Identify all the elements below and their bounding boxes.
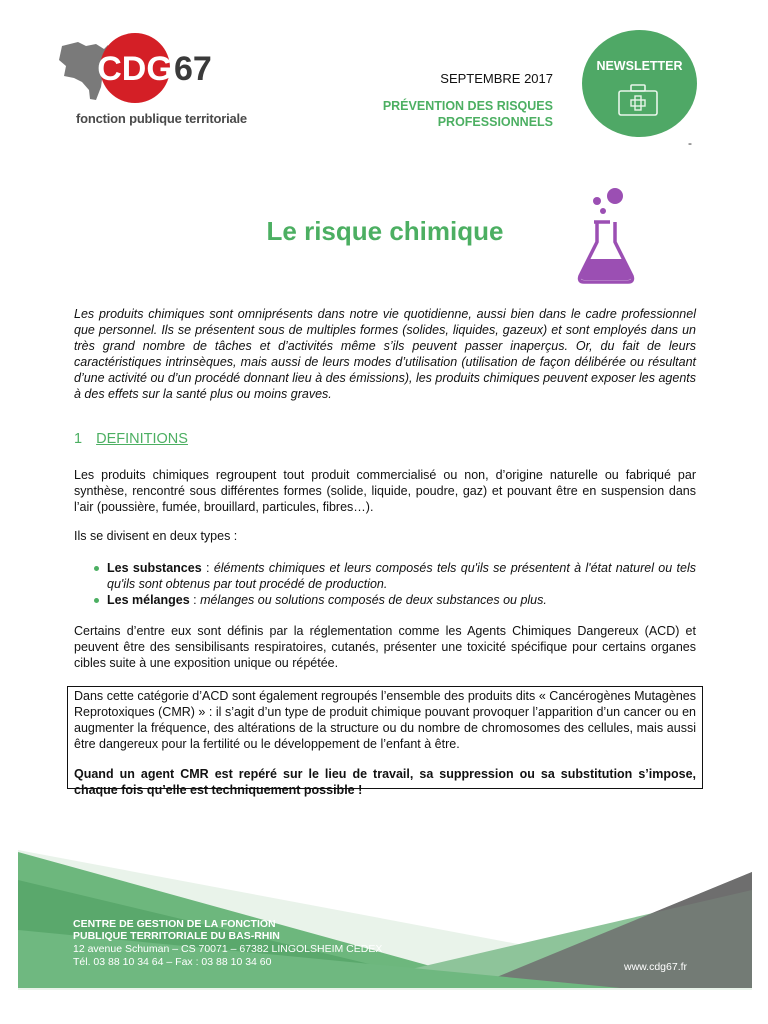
list-item-description: éléments chimiques et leurs composés tels qu'ils se présentent à l'état naturel ou tels qu'ils sont obtenus par tout procédé de production. [107,561,696,591]
definition-paragraph-1: Les produits chimiques regroupent tout produit commercialisé ou non, d’origine naturelle ou fabriqué par synthèse, rencontré sous différentes formes (solide, liquide, poudre, gaz) et pouvant être en suspension dans l’air (poussière, fumée, brouillard, particules, fibres…). [74,468,696,514]
list-item-separator: : [189,593,201,607]
list-item-separator: : [201,561,214,575]
logo-subtitle: fonction publique territoriale [76,111,247,126]
logo-text: CDG [97,50,173,88]
footer-org-line-1: CENTRE DE GESTION DE LA FONCTION [73,918,276,930]
footer-phone: Tél. 03 88 10 34 64 – Fax : 03 88 10 34 60 [73,956,272,968]
footer-org-line-2: PUBLIQUE TERRITORIALE DU BAS-RHIN [73,930,280,942]
footer-address: 12 avenue Schuman – CS 70071 – 67382 LINGOLSHEIM CEDEX [73,943,383,955]
issue-date: SEPTEMBRE 2017 [440,71,553,86]
first-aid-kit-icon [617,83,659,117]
definition-paragraph-2: Ils se divisent en deux types : [74,529,238,543]
section-number: 1 [74,431,83,447]
section-heading [74,431,188,447]
list-item [74,592,696,608]
bullet-icon [94,566,99,571]
newsletter-label: NEWSLETTER [596,59,683,73]
topic-heading [330,98,553,130]
section-title: DEFINITIONS [96,431,188,447]
definition-paragraph-3: Certains d’entre eux sont définis par la réglementation comme les Agents Chimiques Dangereux (ACD) et peuvent être des sensibilisants respiratoires, cutanés, présenter une toxicité spécifique pour certains organes cibles suite à une exposition unique ou répétée. [74,624,696,670]
types-list [74,560,696,608]
list-item-term: Les mélanges [107,593,190,607]
list-item [74,560,696,592]
page-title: Le risque chimique [266,216,504,246]
intro-paragraph: Les produits chimiques sont omniprésents dans notre vie quotidienne, aussi bien dans le cadre professionnel que personnel. Ils se présentent sous de multiples formes (solides, liquides, gazeux) et sont employés dans un très grand nombre de tâches et d’activités même s’ils peuvent passer inaperçus. Or, du fait de leurs caractéristiques intrinsèques, mais aussi de leurs modes d’utilisation (utilisation de façon délibérée ou résultant d’une activité ou d’un procédé donnant lieu à des émissions), les produits chimiques peuvent exposer les agents à des effets sur la santé plus ou moins graves. [74,307,696,401]
header-dash: - [688,136,692,150]
cmr-callout-text: Dans cette catégorie d’ACD sont également regroupés l’ensemble des produits dits « Cancérogènes Mutagènes Reprotoxiques (CMR) » : il s’agit d’un type de produit chimique pouvant provoquer l’apparition d’un cancer ou en augmenter la fréquence, des altérations de la structure ou du nombre de chromosomes des cellules, mais aussi être dangereux pour la fertilité ou le développement de l’enfant à être. [74,689,696,751]
cmr-callout-box [67,686,703,797]
chemistry-flask-icon [570,184,642,286]
bullet-icon [94,598,99,603]
topic-line-2: PROFESSIONNELS [437,115,553,129]
logo-number: 67 [174,50,212,88]
footer-organization [73,918,280,942]
footer-contact [73,943,382,969]
list-item-term: Les substances [107,561,202,575]
topic-line-1: PRÉVENTION DES RISQUES [382,99,553,113]
list-item-description: mélanges ou solutions composés de deux substances ou plus. [200,593,547,607]
cmr-callout-warning: Quand un agent CMR est repéré sur le lieu de travail, sa suppression ou sa substitution s’impose, chaque fois qu’elle est techniquement possible ! [74,767,696,797]
footer-website-link[interactable]: www.cdg67.fr [624,961,688,973]
